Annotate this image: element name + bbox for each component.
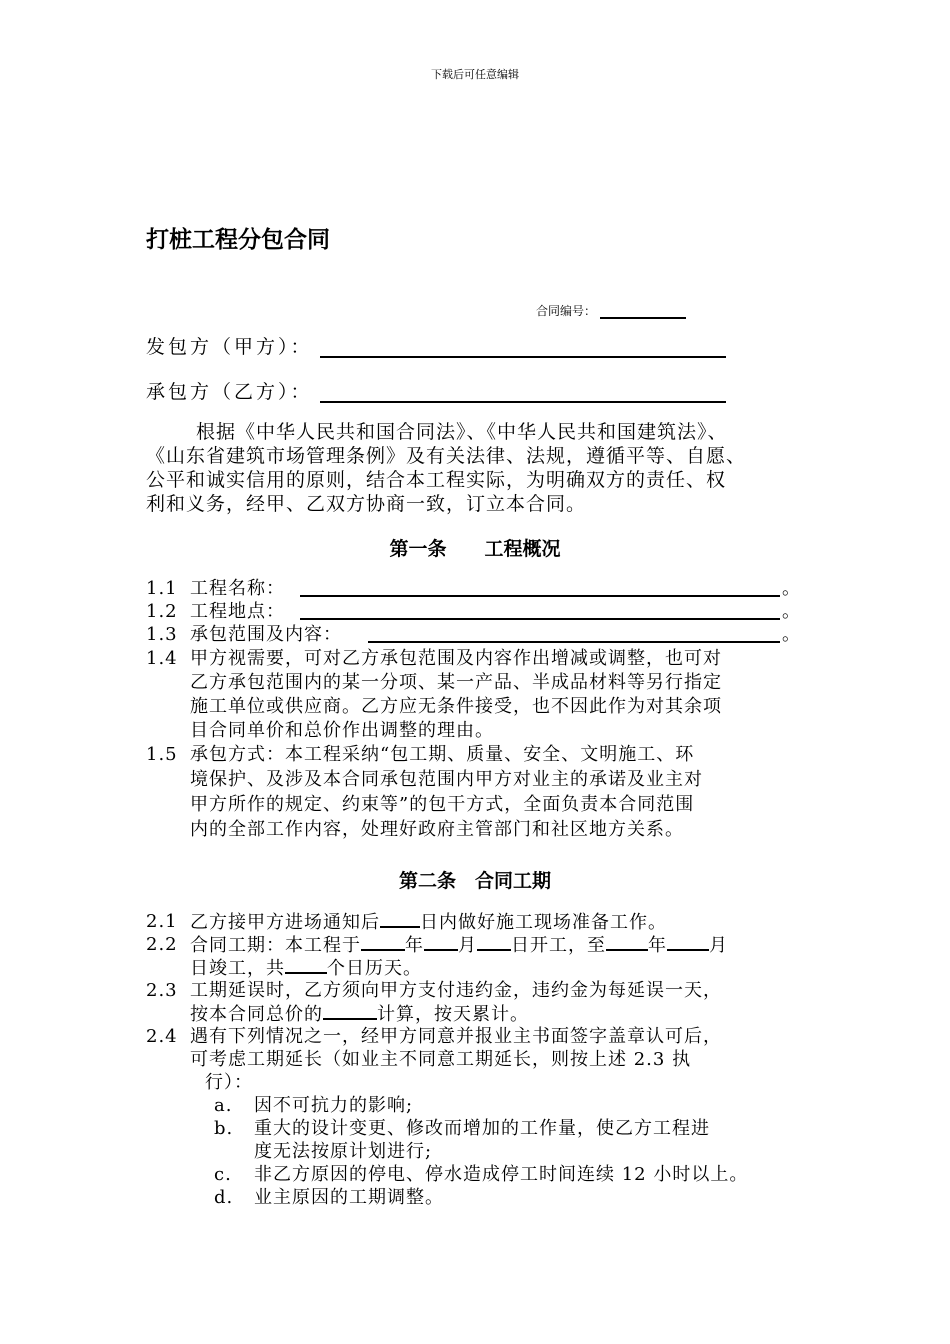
intro-line: 公平和诚实信用的原则，结合本工程实际，为明确双方的责任、权: [146, 469, 727, 491]
item-1-2-end: 。: [782, 601, 801, 622]
article-2-heading: 第二条 合同工期: [398, 870, 551, 892]
subitem-d-text: 业主原因的工期调整。: [254, 1187, 444, 1208]
subitem-a-text: 因不可抗力的影响;: [254, 1095, 414, 1116]
article-1-heading: 第一条 工程概况: [389, 538, 561, 560]
party-b-row: [146, 377, 313, 404]
item-2-4-line: 可考虑工期延长（如业主不同意工期延长，则按上述 2.3 执: [190, 1049, 692, 1070]
item-1-5-line: 内的全部工作内容，处理好政府主管部门和社区地方关系。: [190, 819, 684, 840]
subitem-a-mark: a.: [214, 1095, 233, 1116]
intro-line: 利和义务，经甲、乙双方协商一致，订立本合同。: [146, 493, 587, 515]
party-a-blank[interactable]: [320, 356, 726, 358]
start-month-blank[interactable]: [424, 933, 458, 951]
item-1-4-line: 施工单位或供应商。乙方应无条件接受，也不因此作为对其余项: [190, 696, 722, 717]
contract-number-blank[interactable]: [600, 304, 686, 319]
item-1-3-label: 承包范围及内容：: [190, 624, 342, 645]
subitem-c-text: 非乙方原因的停电、停水造成停工时间连续 12 小时以上。: [254, 1164, 749, 1185]
item-1-3-end: 。: [782, 624, 801, 645]
subitem-d-mark: d.: [214, 1187, 234, 1208]
item-2-2-line1: 合同工期：本工程于 年 月 日开工，至 年 月: [190, 935, 728, 956]
item-1-4-line: 甲方视需要，可对乙方承包范围及内容作出增减或调整，也可对: [190, 648, 722, 669]
contract-number-label: 合同编号：: [536, 304, 597, 318]
subitem-b-text: 重大的设计变更、修改而增加的工作量，使乙方工程进: [254, 1118, 710, 1139]
penalty-rate-blank[interactable]: [323, 1002, 377, 1020]
item-1-1-blank[interactable]: [300, 595, 780, 597]
item-1-5-line: 甲方所作的规定、约束等”的包干方式，全面负责本合同范围: [190, 794, 695, 815]
intro-line: 根据《中华人民共和国合同法》、《中华人民共和国建筑法》、: [196, 421, 728, 443]
party-b-label: 承包方（乙方）：: [146, 381, 313, 403]
contract-number: [536, 302, 686, 319]
item-2-3-number: 2.3: [146, 980, 178, 1001]
item-2-2-line2: 日竣工，共 个日历天。: [190, 958, 422, 979]
item-1-1-label: 工程名称：: [190, 578, 285, 599]
item-1-3-number: 1.3: [146, 624, 178, 645]
item-2-4-line: 行）：: [205, 1072, 253, 1093]
item-1-5-number: 1.5: [146, 744, 178, 765]
item-2-4-number: 2.4: [146, 1026, 178, 1047]
start-year-blank[interactable]: [361, 933, 405, 951]
subitem-b-mark: b.: [214, 1118, 234, 1139]
item-1-3-blank[interactable]: [368, 641, 780, 643]
end-month-blank[interactable]: [667, 933, 709, 951]
item-2-3-line2: 按本合同总价的 计算，按天累计。: [190, 1004, 529, 1025]
item-2-1-number: 2.1: [146, 911, 178, 932]
item-2-3-line1: 工期延误时，乙方须向甲方支付违约金，违约金为每延误一天，: [190, 980, 722, 1001]
item-2-1-text: 乙方接甲方进场通知后 日内做好施工现场准备工作。: [190, 912, 667, 933]
start-day-blank[interactable]: [477, 933, 511, 951]
item-1-5-line: 承包方式：本工程采纳“包工期、质量、安全、文明施工、环: [190, 744, 695, 765]
item-1-1-end: 。: [782, 578, 801, 599]
item-1-2-label: 工程地点：: [190, 601, 285, 622]
item-1-4-line: 目合同单价和总价作出调整的理由。: [190, 720, 494, 741]
document-title: 打桩工程分包合同: [146, 227, 330, 253]
item-1-2-number: 1.2: [146, 601, 178, 622]
item-2-2-number: 2.2: [146, 934, 178, 955]
item-1-4-number: 1.4: [146, 648, 178, 669]
party-a-label: 发包方（甲方）：: [146, 336, 313, 358]
intro-line: 《山东省建筑市场管理条例》及有关法律、法规，遵循平等、自愿、: [146, 445, 747, 467]
end-year-blank[interactable]: [606, 933, 648, 951]
item-1-1-number: 1.1: [146, 578, 178, 599]
party-a-row: [146, 332, 313, 359]
prep-days-blank[interactable]: [380, 910, 420, 928]
subitem-c-mark: c.: [214, 1164, 232, 1185]
item-1-2-blank[interactable]: [300, 618, 780, 620]
subitem-b-text: 度无法按原计划进行;: [254, 1141, 433, 1162]
party-b-blank[interactable]: [320, 401, 726, 403]
total-days-blank[interactable]: [285, 956, 327, 974]
item-2-4-line: 遇有下列情况之一，经甲方同意并报业主书面签字盖章认可后，: [190, 1026, 722, 1047]
item-1-4-line: 乙方承包范围内的某一分项、某一产品、半成品材料等另行指定: [190, 672, 722, 693]
item-1-5-line: 境保护、及涉及本合同承包范围内甲方对业主的承诺及业主对: [190, 769, 703, 790]
page-header-note: 下载后可任意编辑: [431, 68, 519, 81]
